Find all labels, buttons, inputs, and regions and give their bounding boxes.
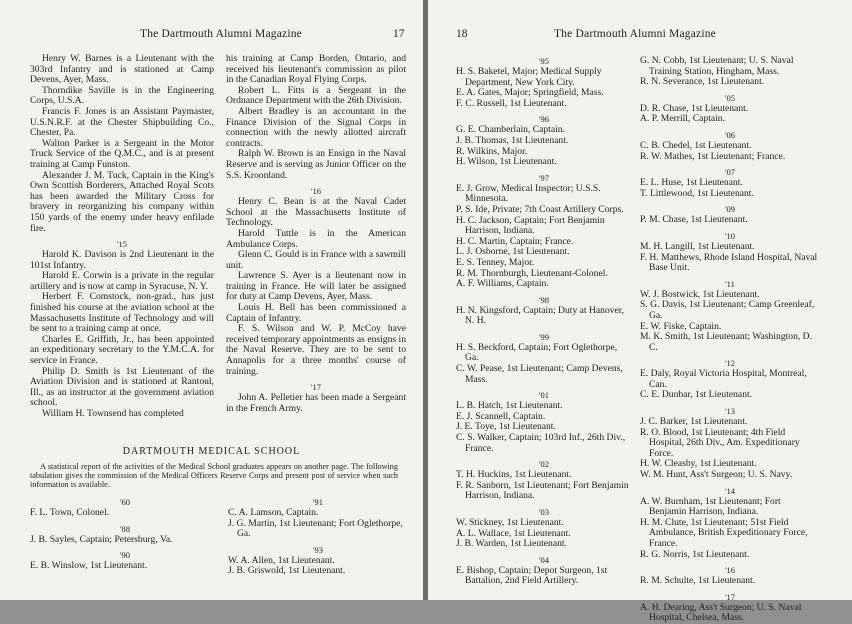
news-item: Lawrence S. Ayer is a lieutenant now in training in France. He will later be assigned for duty at Camp Devens, Ayer, Mass. [226, 270, 406, 303]
class-year-heading: '01 [538, 390, 550, 401]
list-item: P. M. Chase, 1st Lieutenant. [640, 214, 748, 226]
list-item: W. A. Allen, 1st Lieutenant. [228, 554, 335, 566]
list-item: H. C. Martin, Captain; France. [456, 235, 574, 247]
class-year-heading: '96 [538, 114, 550, 125]
list-item: T. Littlewood, 1st Lieutenant. [640, 187, 754, 199]
section-title: DARTMOUTH MEDICAL SCHOOL [122, 446, 301, 457]
class-year-heading: '15 [116, 239, 128, 250]
list-item: A. F. Williams, Captain. [456, 278, 549, 290]
intro-paragraph: A statistical report of the activities of the Medical School graduates appears on another page. The following tabulation gives the commission of the Medical Officers Reserve Corps and present post of service when such information is available. [30, 462, 398, 490]
news-item: Henry C. Bean is at the Naval Cadet School at the Massachusetts Institute of Technology. [226, 196, 406, 229]
list-item: A. H. Dearing, Ass't Surgeon; U. S. Naval Hospital, Chelsea, Mass. [640, 601, 802, 624]
news-item: Robert L. Fitts is a Sergeant in the Ordnance Department with the 26th Division. [226, 84, 406, 107]
news-item: William H. Townsend has completed [42, 408, 184, 419]
news-item: Ralph W. Brown is an Ensign in the Naval Reserve and is serving as Junior Officer on the S.S. Kroonland. [226, 148, 406, 181]
list-item: L. B. Hatch, 1st Lieutenant. [456, 400, 563, 412]
news-item: Louis H. Bell has been commissioned a Captain of Infantry. [226, 302, 406, 324]
list-item: J. B. Warden, 1st Lieutenant. [456, 538, 567, 550]
class-year-heading: '16 [310, 186, 322, 197]
class-year-heading: '05 [724, 92, 736, 103]
class-year-heading: '04 [538, 554, 550, 565]
list-item: H. C. Jackson, Captain; Fort Benjamin Harrison, Indiana. [456, 214, 605, 237]
class-year-heading: '02 [538, 459, 550, 470]
class-year-heading: '98 [538, 294, 550, 305]
class-year-heading: '11 [725, 278, 735, 289]
list-item: W. M. Hunt, Ass't Surgeon; U. S. Navy. [640, 469, 793, 481]
medical-list-column [640, 56, 820, 624]
list-item: C. W. Pease, 1st Lieutenant; Camp Devens, Mass. [456, 363, 623, 385]
class-year-heading: '88 [119, 523, 131, 534]
list-item: E. Bishop, Captain; Depot Surgeon, 1st Battalion, 2nd Field Artillery. [456, 564, 608, 587]
list-item: E. J. Scannell, Captain. [456, 410, 546, 422]
list-item: P. S. Ide, Private; 7th Coast Artillery Corps. [456, 203, 624, 215]
news-item: Albert Bradley is an accountant in the Finance Division of the Signal Corps in connection with the newly allotted aircraft contracts. [226, 105, 406, 149]
list-item: A. W. Burnham, 1st Lieutenant; Fort Benjamin Harrison, Indiana. [640, 495, 781, 518]
news-item: Alexander J. M. Tuck, Captain in the King's Own Scottish Borderers, Attached Royal Scots has been awarded the Military Cross for bravery in reorganizing his company within 150 yards of the enemy under heavy enfilade fire. [30, 169, 214, 234]
list-item: E. B. Winslow, 1st Lieutenant. [30, 560, 148, 572]
class-year-heading: '12 [724, 358, 736, 369]
list-item: R. Wilkins, Major. [456, 145, 528, 157]
list-item: J. B. Griswold, 1st Lieutenant. [228, 565, 346, 577]
list-item: A. L. Wallace, 1st Lieutenant. [456, 527, 571, 539]
list-item: W. Stickney, 1st Lieutenant. [456, 517, 564, 528]
list-item: E. W. Fiske, Captain. [640, 320, 722, 332]
news-item: F. S. Wilson and W. P. McCoy have received temporary appointments as ensigns in the Naval Reserve. They are to be sent to Annapolis for a three months' course of training. [226, 323, 406, 377]
class-year-heading: '90 [119, 550, 131, 561]
list-item: C. S. Walker, Captain; 103rd Inf., 26th Div., France. [456, 432, 626, 454]
list-item: R. M. Schulte, 1st Lieutenant. [640, 575, 756, 587]
list-item: C. E. Dunbar, 1st Lieutenant. [640, 389, 753, 401]
list-item: R. N. Severance, 1st Lieutenant. [640, 76, 765, 88]
class-year-heading: '03 [538, 507, 550, 517]
page-number: 17 [393, 28, 405, 40]
list-item: F. H. Matthews, Rhode Island Hospital, Naval Base Unit. [640, 251, 818, 274]
list-item: M. H. Langill, 1st Lieutenant. [640, 240, 755, 252]
left-page [0, 0, 423, 600]
class-year-heading: '06 [724, 129, 736, 140]
paragraph-continuation: his training at Camp Borden, Ontario, and received his lieutenant's commission as pilot in the Canadian Royal Flying Corps. [226, 53, 406, 86]
list-item: R. M. Thornburgh, Lieutenant-Colonel. [456, 267, 608, 279]
medical-list-column [228, 497, 408, 577]
list-item: T. H. Huckins, 1st Lieutenant. [456, 469, 572, 481]
news-item: Glenn C. Gould is in France with a sawmill unit. [226, 249, 406, 271]
list-item: H. M. Clute, 1st Lieutenant; 51st Field Ambulance, British Expeditionary Force, France. [640, 516, 808, 549]
list-item: R. O. Blood, 1st Lieutenant; 4th Field Hospital, 26th Div., Am. Expeditionary Force. [640, 426, 800, 459]
list-item: A. P. Merrill, Captain. [640, 113, 726, 125]
list-item: J. G. Martin, 1st Lieutenant; Fort Oglethorpe, Ga. [228, 517, 403, 540]
class-year-heading: '60 [119, 497, 131, 507]
class-year-heading: '16 [724, 565, 736, 576]
news-item: Francis F. Jones is an Assistant Paymaster, U.S.N.R.F. at the Chester Shipbuilding Co., Chester, Pa. [30, 105, 214, 139]
page-number: 18 [456, 28, 468, 40]
class-year-heading: '17 [724, 591, 736, 602]
class-year-heading: '07 [724, 167, 736, 178]
news-item: John A. Pelletier has been made a Sergeant in the French Army. [226, 392, 406, 414]
medical-list-column [30, 497, 220, 572]
page-header: The Dartmouth Alumni Magazine [554, 28, 716, 40]
list-item: F. C. Russell, 1st Lieutenant. [456, 97, 567, 109]
class-year-heading: '91 [312, 497, 324, 507]
list-item: F. R. Sanborn, 1st Lieutenant; Fort Benjamin Harrison, Indiana. [456, 479, 629, 502]
list-item: C. B. Chedel, 1st Lieutenant. [640, 139, 752, 151]
list-item: E. S. Tenney, Major. [456, 256, 535, 268]
list-item: H. N. Kingsford, Captain; Duty at Hanover, N. H. [456, 304, 625, 327]
news-item: Harold Tuttle is in the American Ambulance Corps. [226, 227, 406, 250]
text-column [30, 54, 214, 420]
list-item: E. A. Gates, Major; Springfield, Mass. [456, 87, 604, 99]
list-item: L. J. Osborne, 1st Lieutenant. [456, 246, 570, 258]
news-item: Henry W. Barnes is a Lieutenant with the 303rd Infantry and is stationed at Camp Devens, Ayer, Mass. [30, 53, 214, 86]
list-item: D. R. Chase, 1st Lieutenant. [640, 102, 749, 114]
class-year-heading: '93 [312, 544, 324, 555]
news-item: Harold K. Davison is 2nd Lieutenant in the 101st Infantry. [30, 249, 214, 271]
list-item: H. S. Beckford, Captain; Fort Oglethorpe, Ga. [456, 341, 618, 364]
list-item: S. G. Davis, 1st Lieutenant; Camp Greenleaf, Ga. [640, 299, 815, 321]
news-item: Philip D. Smith is 1st Lieutenant of the Aviation Division and is stationed at Rantoul, Ill., as an instructor at the government aviation school. [30, 365, 214, 409]
list-item: G. N. Cobb, 1st Lieutenant; U. S. Naval Training Station, Hingham, Mass. [640, 55, 794, 77]
news-item: Harold E. Corwin is a private in the regular artillery and is now at camp in Syracuse, N. Y. [30, 270, 214, 292]
list-item: J. B. Thomas, 1st Lieutenant. [456, 134, 569, 146]
page-header: The Dartmouth Alumni Magazine [140, 28, 302, 40]
list-item: J. B. Sayles, Captain; Petersburg, Va. [30, 533, 173, 545]
list-item: J. C. Barker, 1st Lieutenant. [640, 416, 748, 428]
class-year-heading: '09 [724, 204, 736, 215]
class-year-heading: '97 [538, 172, 550, 183]
class-year-heading: '95 [538, 56, 550, 66]
class-year-heading: '14 [724, 485, 736, 496]
list-item: E. J. Grow, Medical Inspector; U.S.S. Minnesota. [456, 182, 601, 205]
news-item: Thorndike Saville is in the Engineering Corps, U.S.A. [30, 84, 214, 107]
class-year-heading: '99 [538, 331, 550, 342]
class-year-heading: '10 [724, 230, 736, 241]
news-item: Charles E. Griffith, Jr., has been appointed an expeditionary secretary to the Y.M.C.A. for service in France. [30, 333, 214, 367]
medical-list-column [456, 56, 632, 587]
list-item: E. Daly, Royal Victoria Hospital, Montreal, Can. [640, 368, 807, 390]
class-year-heading: '13 [724, 406, 736, 417]
list-item: F. L. Town, Colonel. [30, 507, 110, 518]
news-item: Herbert F. Comstock, non-grad., has just finished his course at the aviation school at the Massachusetts Institute of Technology and will be sent to a training camp at once. [30, 291, 214, 335]
list-item: R. G. Norris, 1st Lieutenant. [640, 548, 750, 560]
list-item: H. S. Baketel, Major; Medical Supply Department, New York City. [456, 66, 602, 88]
list-item: G. E. Chamberlain, Captain. [456, 124, 565, 136]
list-item: H. Wilson, 1st Lieutenant. [456, 156, 557, 168]
news-item: Walton Parker is a Sergeant in the Motor Truck Service of the Q.M.C., and is at present training at Camp Funston. [30, 137, 214, 170]
list-item: J. E. Toye, 1st Lieutenant. [456, 421, 556, 433]
text-column [226, 54, 406, 414]
list-item: M. K. Smith, 1st Lieutenant; Washington, D. C. [640, 331, 812, 353]
list-item: W. J. Bostwick, 1st Lieutenant. [640, 288, 760, 300]
list-item: C. A. Lamson, Captain. [228, 507, 319, 518]
list-item: E. L. Huse, 1st Lieutenant. [640, 177, 743, 189]
list-item: H. W. Cleasby, 1st Lieutenant. [640, 458, 757, 470]
class-year-heading: '17 [310, 382, 322, 393]
list-item: R. W. Mathes, 1st Lieutenant; France. [640, 150, 786, 162]
right-page [428, 0, 852, 624]
